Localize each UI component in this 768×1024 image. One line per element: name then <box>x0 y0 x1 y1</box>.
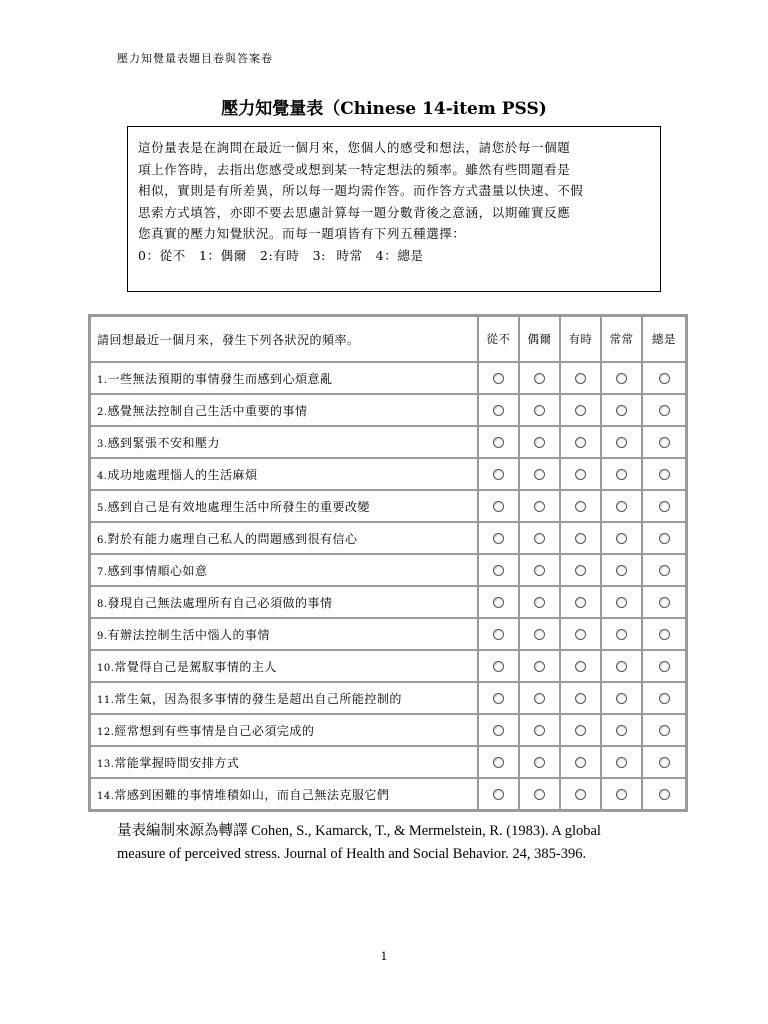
question-label: 感覺無法控制自己生活中重要的事情 <box>107 403 308 418</box>
radio-cell-sometimes <box>560 746 601 778</box>
radio-cell-rarely <box>519 682 560 714</box>
table-row <box>90 394 686 426</box>
radio-cell-always <box>642 394 686 426</box>
radio-button-often[interactable] <box>616 373 627 384</box>
radio-button-often[interactable] <box>616 405 627 416</box>
radio-cell-always <box>642 714 686 746</box>
question-label: 經常想到有些事情是自己必須完成的 <box>114 723 315 738</box>
radio-cell-sometimes <box>560 362 601 394</box>
radio-cell-sometimes <box>560 586 601 618</box>
radio-cell-often <box>601 522 642 554</box>
table-header-row <box>90 316 686 362</box>
page-header: 壓力知覺量表題目卷與答案卷 <box>117 52 273 65</box>
question-number: 1. <box>97 374 108 386</box>
question-text <box>90 586 478 618</box>
radio-cell-always <box>642 426 686 458</box>
radio-cell-often <box>601 650 642 682</box>
question-text <box>90 394 478 426</box>
table-row <box>90 714 686 746</box>
table-row <box>90 522 686 554</box>
radio-button-rarely[interactable] <box>534 405 545 416</box>
radio-button-never[interactable] <box>493 629 504 640</box>
table-row <box>90 458 686 490</box>
radio-cell-often <box>601 394 642 426</box>
radio-cell-rarely <box>519 746 560 778</box>
radio-cell-always <box>642 586 686 618</box>
radio-cell-never <box>478 586 519 618</box>
table-row <box>90 490 686 522</box>
radio-button-always[interactable] <box>659 501 670 512</box>
question-label: 一些無法預期的事情發生而感到心煩意亂 <box>107 371 333 386</box>
radio-cell-often <box>601 554 642 586</box>
question-label: 有辦法控制生活中惱人的事情 <box>107 627 271 642</box>
table-row <box>90 554 686 586</box>
question-text <box>90 490 478 522</box>
radio-cell-sometimes <box>560 426 601 458</box>
question-label: 常生氣，因為很多事情的發生是超出自己所能控制的 <box>114 691 402 706</box>
question-label: 常感到困難的事情堆積如山，而自己無法克服它們 <box>114 787 390 802</box>
instructions-box <box>127 126 661 292</box>
radio-button-often[interactable] <box>616 565 627 576</box>
radio-button-often[interactable] <box>616 693 627 704</box>
radio-cell-never <box>478 682 519 714</box>
radio-button-always[interactable] <box>659 693 670 704</box>
radio-cell-sometimes <box>560 650 601 682</box>
page-title: 壓力知覺量表（Chinese 14-item PSS) <box>221 99 547 119</box>
radio-cell-rarely <box>519 490 560 522</box>
table-row <box>90 618 686 650</box>
radio-button-often[interactable] <box>616 597 627 608</box>
radio-button-often[interactable] <box>616 469 627 480</box>
radio-button-sometimes[interactable] <box>575 373 586 384</box>
question-label: 常能掌握時間安排方式 <box>114 755 240 770</box>
radio-cell-never <box>478 650 519 682</box>
radio-cell-sometimes <box>560 490 601 522</box>
pss-questionnaire-table <box>88 314 688 812</box>
radio-cell-rarely <box>519 362 560 394</box>
radio-cell-rarely <box>519 426 560 458</box>
radio-button-sometimes[interactable] <box>575 565 586 576</box>
radio-cell-always <box>642 650 686 682</box>
table-row <box>90 586 686 618</box>
radio-button-rarely[interactable] <box>534 725 545 736</box>
question-label: 常覺得自己是駕馭事情的主人 <box>114 659 277 674</box>
radio-button-sometimes[interactable] <box>575 629 586 640</box>
option-header-never: 從不 <box>478 316 519 362</box>
question-text <box>90 746 478 778</box>
radio-cell-sometimes <box>560 394 601 426</box>
radio-cell-rarely <box>519 586 560 618</box>
radio-button-rarely[interactable] <box>534 629 545 640</box>
radio-cell-rarely <box>519 618 560 650</box>
radio-cell-rarely <box>519 554 560 586</box>
radio-cell-sometimes <box>560 522 601 554</box>
radio-cell-sometimes <box>560 554 601 586</box>
radio-button-sometimes[interactable] <box>575 469 586 480</box>
radio-cell-always <box>642 746 686 778</box>
radio-cell-always <box>642 522 686 554</box>
question-number: 12. <box>97 726 115 738</box>
radio-cell-always <box>642 778 686 810</box>
radio-cell-never <box>478 618 519 650</box>
radio-button-never[interactable] <box>493 597 504 608</box>
radio-button-never[interactable] <box>493 405 504 416</box>
radio-button-never[interactable] <box>493 725 504 736</box>
option-header-often: 常常 <box>601 316 642 362</box>
question-label: 對於有能力處理自己私人的問題感到很有信心 <box>107 531 358 546</box>
radio-button-sometimes[interactable] <box>575 757 586 768</box>
radio-button-sometimes[interactable] <box>575 725 586 736</box>
option-header-always: 總是 <box>642 316 686 362</box>
radio-cell-sometimes <box>560 618 601 650</box>
radio-button-rarely[interactable] <box>534 565 545 576</box>
radio-cell-never <box>478 746 519 778</box>
radio-cell-often <box>601 586 642 618</box>
radio-cell-often <box>601 426 642 458</box>
question-text <box>90 426 478 458</box>
radio-cell-rarely <box>519 714 560 746</box>
radio-button-always[interactable] <box>659 725 670 736</box>
radio-button-never[interactable] <box>493 757 504 768</box>
question-text <box>90 554 478 586</box>
radio-button-never[interactable] <box>493 693 504 704</box>
radio-cell-often <box>601 714 642 746</box>
radio-button-often[interactable] <box>616 501 627 512</box>
radio-button-rarely[interactable] <box>534 501 545 512</box>
reference-line: measure of perceived stress. Journal of Health and Social Behavior. 24, 385-396. <box>117 846 587 862</box>
radio-button-always[interactable] <box>659 533 670 544</box>
radio-cell-sometimes <box>560 458 601 490</box>
radio-cell-never <box>478 458 519 490</box>
radio-button-always[interactable] <box>659 469 670 480</box>
radio-cell-never <box>478 490 519 522</box>
radio-button-sometimes[interactable] <box>575 437 586 448</box>
radio-button-rarely[interactable] <box>534 437 545 448</box>
question-number: 3. <box>97 438 108 450</box>
question-label: 成功地處理惱人的生活麻煩 <box>107 467 258 482</box>
page-number: 1 <box>380 950 388 963</box>
radio-cell-rarely <box>519 458 560 490</box>
radio-cell-often <box>601 746 642 778</box>
question-number: 6. <box>97 534 108 546</box>
radio-button-often[interactable] <box>616 533 627 544</box>
radio-button-always[interactable] <box>659 405 670 416</box>
radio-button-always[interactable] <box>659 661 670 672</box>
question-number: 11. <box>97 694 115 706</box>
radio-cell-never <box>478 522 519 554</box>
radio-cell-always <box>642 490 686 522</box>
radio-button-rarely[interactable] <box>534 597 545 608</box>
radio-button-sometimes[interactable] <box>575 501 586 512</box>
radio-cell-often <box>601 682 642 714</box>
radio-button-sometimes[interactable] <box>575 693 586 704</box>
radio-button-often[interactable] <box>616 661 627 672</box>
radio-button-often[interactable] <box>616 789 627 800</box>
radio-cell-sometimes <box>560 682 601 714</box>
radio-button-rarely[interactable] <box>534 469 545 480</box>
radio-cell-never <box>478 362 519 394</box>
radio-button-rarely[interactable] <box>534 789 545 800</box>
radio-cell-always <box>642 682 686 714</box>
question-number: 10. <box>97 662 115 674</box>
table-row <box>90 682 686 714</box>
question-label: 發現自己無法處理所有自己必須做的事情 <box>107 595 333 610</box>
question-text <box>90 778 478 810</box>
radio-button-always[interactable] <box>659 789 670 800</box>
instructions-line: 相似，實則是有所差異，所以每一題均需作答。而作答方式盡量以快速、不假 <box>138 183 584 198</box>
radio-cell-rarely <box>519 394 560 426</box>
question-number: 4. <box>97 470 108 482</box>
radio-cell-often <box>601 618 642 650</box>
instructions-line: 思索方式填答，亦即不要去思慮計算每一題分數背後之意涵，以期確實反應 <box>138 204 571 220</box>
radio-button-often[interactable] <box>616 757 627 768</box>
radio-button-always[interactable] <box>659 373 670 384</box>
radio-button-never[interactable] <box>493 501 504 512</box>
radio-button-never[interactable] <box>493 469 504 480</box>
question-text <box>90 618 478 650</box>
question-label: 感到事情順心如意 <box>107 563 208 578</box>
question-text <box>90 522 478 554</box>
question-label: 感到自己是有效地處理生活中所發生的重要改變 <box>107 499 371 514</box>
radio-cell-never <box>478 778 519 810</box>
radio-button-never[interactable] <box>493 661 504 672</box>
radio-cell-always <box>642 554 686 586</box>
radio-button-rarely[interactable] <box>534 693 545 704</box>
radio-cell-sometimes <box>560 714 601 746</box>
radio-button-sometimes[interactable] <box>575 789 586 800</box>
radio-cell-never <box>478 426 519 458</box>
radio-button-often[interactable] <box>616 725 627 736</box>
radio-button-always[interactable] <box>659 629 670 640</box>
question-label: 感到緊張不安和壓力 <box>107 435 221 450</box>
radio-cell-often <box>601 490 642 522</box>
question-text <box>90 362 478 394</box>
radio-cell-often <box>601 458 642 490</box>
table-row <box>90 650 686 682</box>
radio-button-rarely[interactable] <box>534 661 545 672</box>
radio-button-rarely[interactable] <box>534 757 545 768</box>
question-number: 13. <box>97 758 115 770</box>
option-header-sometimes: 有時 <box>560 316 601 362</box>
question-number: 5. <box>97 502 108 514</box>
radio-cell-never <box>478 394 519 426</box>
scale-legend: 0：從不 1：偶爾 2:有時 3: 時常 4：總是 <box>138 247 424 263</box>
question-text <box>90 682 478 714</box>
radio-cell-always <box>642 362 686 394</box>
radio-button-never[interactable] <box>493 565 504 576</box>
radio-button-always[interactable] <box>659 565 670 576</box>
radio-button-always[interactable] <box>659 437 670 448</box>
radio-button-never[interactable] <box>493 533 504 544</box>
radio-cell-rarely <box>519 778 560 810</box>
radio-button-sometimes[interactable] <box>575 597 586 608</box>
radio-button-sometimes[interactable] <box>575 405 586 416</box>
radio-button-sometimes[interactable] <box>575 661 586 672</box>
question-number: 2. <box>97 406 108 418</box>
instructions-line: 項上作答時，去指出您感受或想到某一特定想法的頻率。雖然有些問題看是 <box>138 161 571 177</box>
radio-button-often[interactable] <box>616 629 627 640</box>
question-text <box>90 714 478 746</box>
radio-cell-always <box>642 618 686 650</box>
question-number: 9. <box>97 630 108 642</box>
radio-cell-often <box>601 362 642 394</box>
table-row <box>90 778 686 810</box>
instructions-line: 您真實的壓力知覺狀況。而每一題項皆有下列五種選擇： <box>138 226 466 241</box>
question-text <box>90 458 478 490</box>
question-number: 14. <box>97 790 115 802</box>
table-row <box>90 362 686 394</box>
question-number: 7. <box>97 566 108 578</box>
question-number: 8. <box>97 598 108 610</box>
reference-line: 量表編制來源為轉譯 Cohen, S., Kamarck, T., & Mermelstein, R. (1983). A global <box>117 823 601 839</box>
reference-citation <box>117 820 657 866</box>
radio-cell-never <box>478 714 519 746</box>
radio-button-sometimes[interactable] <box>575 533 586 544</box>
option-header-rarely: 偶爾 <box>519 316 560 362</box>
radio-cell-rarely <box>519 650 560 682</box>
radio-button-rarely[interactable] <box>534 373 545 384</box>
question-header: 請回想最近一個月來，發生下列各狀況的頻率。 <box>90 316 478 362</box>
instructions-line: 這份量表是在詢問在最近一個月來，您個人的感受和想法，請您於每一個題 <box>138 140 571 155</box>
radio-cell-often <box>601 778 642 810</box>
radio-cell-always <box>642 458 686 490</box>
radio-button-never[interactable] <box>493 373 504 384</box>
radio-button-always[interactable] <box>659 597 670 608</box>
radio-cell-rarely <box>519 522 560 554</box>
radio-button-always[interactable] <box>659 757 670 768</box>
radio-button-rarely[interactable] <box>534 533 545 544</box>
radio-button-never[interactable] <box>493 437 504 448</box>
table-row <box>90 746 686 778</box>
question-text <box>90 650 478 682</box>
table-row <box>90 426 686 458</box>
radio-button-often[interactable] <box>616 437 627 448</box>
radio-cell-never <box>478 554 519 586</box>
radio-button-never[interactable] <box>493 789 504 800</box>
radio-cell-sometimes <box>560 778 601 810</box>
